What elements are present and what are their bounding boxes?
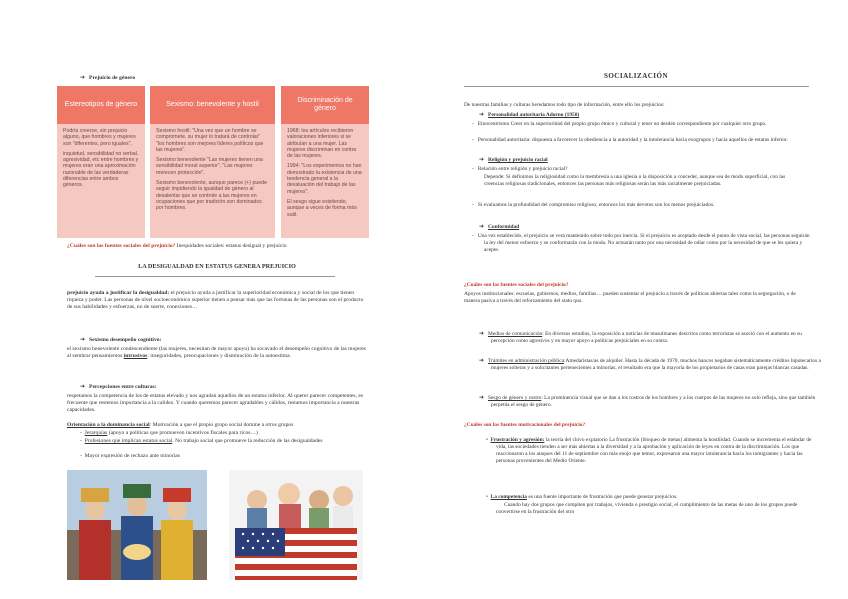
box-text: Podría creerse, sin prejuicio alguno, que hombres y mujeres son "diferentes, pero iguales", <box>63 128 136 147</box>
box-text: Sexismo benevolente, aunque parece (+) puede seguir impidiendo la igualdad de género al desalentar que se controle a las mujeres en ocupaciones que por tradición son dominados por hombres. <box>156 180 267 212</box>
box-text: Sexismo hostil: "Una vez que un hombre se compromete, su mujer lo tratará de controlar" "los hombres son mejores líderes políticos que las mujeres". <box>156 128 264 153</box>
bullet-competition: • La competencia es una fuente importante de frustración que puede generar prejuicios. <box>486 494 678 500</box>
arrow-right-icon: ➔ <box>479 111 485 118</box>
section-heading-gender: ➔ Prejuicio de género <box>80 74 136 81</box>
arrow-right-icon: ➔ <box>80 336 86 343</box>
answer-text: Inequidades sociales: estatus desigual y prejuicio <box>176 243 287 249</box>
list-item: - Etnocentrismo Creer en la superioridad del propio grupo étnico y cultural y tener un desdén correspondiente por cualquier otro grupo. <box>472 121 767 127</box>
term: prejuicio ayuda a justificar la desigualdad: <box>67 290 170 296</box>
list-item: - Si evaluamos la profundidad del compromiso religioso, entonces los más devotos son los menos prejuiciados. <box>472 202 715 208</box>
divider <box>464 86 809 87</box>
right-page <box>424 0 848 599</box>
bullet-gender-bias: ➔ Sesgo de género y rostro: La prominencia visual que se dan a los rostros de los hombres y a los cuerpos de las mujeres no solo refleja, sino que también perpetúa el sesgo de género. <box>479 394 816 408</box>
heading-religion: ➔ Religión y prejuicio racial <box>479 156 548 163</box>
sub-heading-cultures: ➔ Percepciones entre culturas: <box>80 383 157 390</box>
list-item: - Personalidad autoritaria: dispuesta a favorecer la obediencia a la autoridad y la intolerancia hacia exogrupos y hacia aquellos de estatus inferior. <box>472 137 788 143</box>
question-motivational-sources: ¿Cuáles son las fuentes motivacionales del prejuicio? <box>464 422 586 428</box>
question-social-sources <box>67 243 367 250</box>
list-item: - Profesiones que implican estatus social. No trabajo social que promueve la reducción de las desigualdades <box>80 438 323 444</box>
box-text: Sexismo benevolente "Las mujeres tienen una sensibilidad moral superior", "Las mujeres merecen protección". <box>156 157 263 176</box>
arrow-right-icon: ➔ <box>479 394 485 401</box>
box-title-sexism: Sexismo: benevolente y hostil <box>150 86 275 124</box>
arrow-right-icon: ➔ <box>479 357 485 364</box>
box-title-stereotypes: Estereotipos de género <box>57 86 145 124</box>
paragraph-text: el prejuicio ayuda a justificar la superioridad económica y social de los que tienen riqueza y poder. Las personas de nivel socioeconómico superior tienen a pensar más que las fortunas de las personas son el producto de sus habilidades y esfuerzas, no de suerte, conexiones… <box>67 290 364 311</box>
box-title-discrimination: Discriminación de género <box>281 86 369 124</box>
paragraph-competition: Cuando hay dos grupos que compiten por trabajos, vivienda o prestigio social, el cumplimiento de las metas de uno de los grupos puede convertirse en la frustración del otro <box>496 502 798 515</box>
box-text: El sesgo sigue existiendo, aunque a veces de forma más sutil. <box>287 198 357 218</box>
heading-inequality: LA DESIGUALDAD EN ESTATUS GENERA PREJUICIO <box>138 263 296 270</box>
intro-text: De nuestras familias y culturas heredamos todo tipo de información, entre ello los prejuicios: <box>464 102 665 108</box>
box-body-discrimination <box>281 124 369 238</box>
box-text: 1994: "Los experimentos no han demostrado la existencia de una tendencia general a la devaluación del trabajo de las mujeres". <box>287 163 362 195</box>
box-body-sexism <box>150 124 275 238</box>
paragraph-dominance: Orientación a la dominancia social: Motivación a que el propio grupo social domine a otros grupos <box>67 422 294 428</box>
bullet-frustration: • Frustración y agresión: la teoría del chivo expiatorio La frustración (bloqueo de metas) alimenta la hostilidad. Cuando se incrementa el estándar de vida, las sociedades tienden a ser más abiertas a la diversidad y a la aprobación y aplicación de leyes en contra de la discriminación. Los que reaccionaron a los ataques del 11 de septiembre con más enojo que temor, expresaron una mayor intolerancia hacia los inmigrantes y hacia las personas provenientes del Medio Oriente. <box>486 437 812 464</box>
concept-headers <box>57 86 369 124</box>
sub-heading-cognitive: ➔ Sexismo desempeño cognitivo: <box>80 336 162 343</box>
arrow-right-icon: ➔ <box>479 223 485 230</box>
photo-family-flag <box>229 470 363 580</box>
arrow-right-icon: ➔ <box>80 383 86 390</box>
list-item: - Mayor expresión de rechazo ante minorías <box>80 453 180 459</box>
divider <box>95 276 335 277</box>
bullet-administration: ➔ Trámites en administración pública:Amedarístas/as de alquiler. Hasta la década de 1970, muchos bancos negaban sistemáticamente créditos hipotecarios a mujeres solteras y a solicitantes pertenecientes a minorías, el resultado era que la mayoría de los propietarios de casas eran parejas blancas casadas. <box>479 357 821 371</box>
question-text: ¿Cuáles son las fuentes sociales del prejuicio? <box>67 243 176 249</box>
paragraph-cultures: respetamos la competencia de los de estatus elevado y nos agradan aquellos de un estatus inferior. Al querer parecer competentes, es frecuente que restemos importancia a la calidez. Y cuando queremos parecer agradables y cálidos, restamos importancia a nuestras capacidades. <box>67 393 364 414</box>
heading-conformity: ➔ Conformidad <box>479 223 520 230</box>
paragraph-justify <box>67 290 367 312</box>
paragraph-cognitive: el sexismo benevolente condescendiente (las mujeres, necesitan de mayor apoyo) ha socavado el desempeño cognitivo de las mujeres al sembrar pensamientos intrusivos: inseguridades, preocupaciones y disminución de la autoestima. <box>67 346 366 360</box>
page-title: SOCIALIZACIÓN <box>603 72 669 80</box>
paragraph-institutional: Apoyos institucionales: escuelas, gobiernos, medios, familias… pueden sustentar el prejuicio a través de políticas abiertas tales como la segregación, o de manera pasiva a través del reforzamiento del statu quo. <box>464 291 796 304</box>
question-social-sources: ¿Cuáles son las fuentes sociales del prejuicio? <box>464 282 569 288</box>
list-item: - Una vez establecido, el prejuicio se verá mantenido sobre todo por inercia. Si el prejuicio es aceptado desde el punto de vista social, las personas seguirán la ley del menor esfuerzo y se conformarán con la moda. No actuarán tanto por una necesidad de odiar como por la necesidad de que se les quiera y acepte. <box>472 233 810 253</box>
arrow-right-icon: ➔ <box>479 330 485 337</box>
list-item: - Jerarquías (apoyo a políticas que promueven incentivos fiscales para ricos…) <box>80 430 258 436</box>
arrow-right-icon: ➔ <box>80 74 86 81</box>
paragraph-religion: Depende: Si definimos la religiosidad como la membresía a una iglesia o la disposición a conceder, aunque sea de modo superficial, con las creencias religiosas tradicionales, entonces las personas más religiosas serán las más racialmente prejuiciadas. <box>484 174 786 187</box>
box-text: 1968: los artículos recibieron valoraciones inferiores si se atribuían a una mujer. Las mujeres discriminan en contra de las mujeres. <box>287 128 357 160</box>
box-body-stereotypes <box>57 124 145 238</box>
arrow-right-icon: ➔ <box>479 156 485 163</box>
box-text: inquietud, sensibilidad no verbal, agresividad, etc entre hombres y mujeres eran una aproximación razonable de las verdaderas diferencias entre ambos géneros. <box>63 150 139 189</box>
heading-authoritarian: ➔ Personalidad autoritaria Adorno (1950) <box>479 111 580 118</box>
list-item: - Relación entre religión y prejuicio racial? <box>472 166 568 172</box>
photo-traditional-costumes <box>67 470 207 580</box>
bullet-media: ➔ Medios de comunicación: En diversos estudios, la exposición a noticias de musulmanes descritos como terroristas se asoció con el aumento en su percepción como agresivos y en mayor apoyo a políticas prejuiciales en su contra. <box>479 330 802 344</box>
